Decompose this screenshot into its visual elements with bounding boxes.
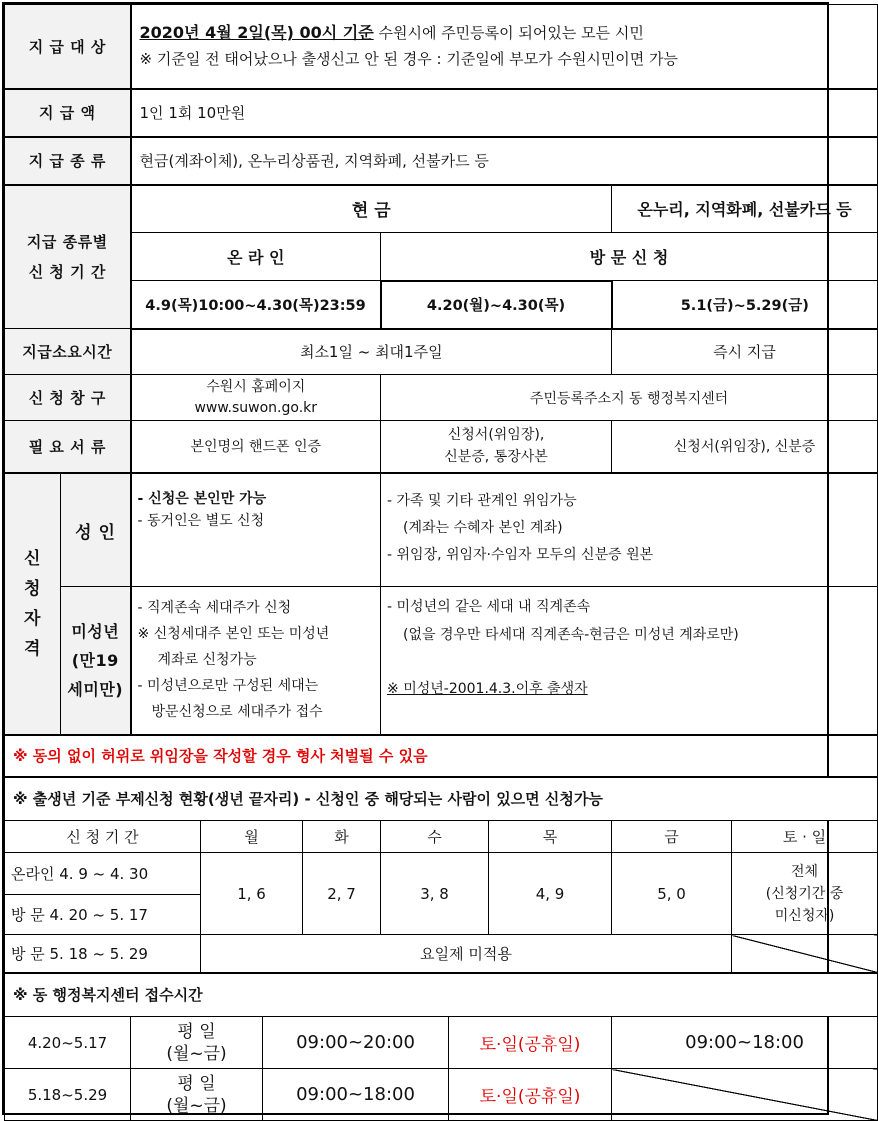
warning-text: ※ 동의 없이 허위로 위임장을 작성할 경우 형사 처벌될 수 있음 <box>5 735 878 777</box>
docs-voucher: 신청서(위임장), 신분증 <box>612 421 878 473</box>
duration-voucher: 즉시 지급 <box>612 329 878 375</box>
minor-left-line2: ※ 신청세대주 본인 또는 미성년 <box>137 626 330 643</box>
minor-row <box>5 587 878 735</box>
homepage-url: www.suwon.go.kr <box>194 399 318 416</box>
voucher-dates: 5.1(금)~5.29(금) <box>612 281 878 329</box>
rotation-header-wed: 수 <box>381 821 489 853</box>
rotation-header-weekend: 토 · 일 <box>732 821 878 853</box>
rotation-weekend-line1: 전체 <box>791 863 819 880</box>
hours-weekday-1 <box>131 1017 263 1069</box>
hours-row-1 <box>5 1017 878 1069</box>
window-label: 신 청 창 구 <box>5 375 131 421</box>
rotation-thu-digits: 4, 9 <box>489 853 612 935</box>
minor-right-line2: (없을 경우만 타세대 직계존속-현금은 미성년 계좌로만) <box>403 627 739 643</box>
adult-right-line1: - 가족 및 기타 관계인 위임가능 <box>387 492 577 509</box>
amount-row <box>5 89 878 137</box>
rotation-row-online <box>5 853 878 895</box>
amount-value: 1인 1회 10만원 <box>131 89 878 137</box>
eligibility-main: 수원시에 주민등록이 되어있는 모든 시민 <box>378 24 644 43</box>
rotation-title-row <box>5 777 878 821</box>
rotation-period-visit2: 방 문 5. 18 ~ 5. 29 <box>5 935 201 973</box>
period-row-1 <box>5 185 878 233</box>
rotation-header-thu: 목 <box>489 821 612 853</box>
period-label-line2: 신 청 기 간 <box>28 262 106 281</box>
hours-weekday-1-line2: (월~금) <box>166 1043 227 1064</box>
eligibility-label: 지 급 대 상 <box>5 5 131 89</box>
minor-left-line3: 계좌로 신청가능 <box>157 652 257 669</box>
hours-weekday-time-2: 09:00~18:00 <box>263 1069 449 1121</box>
qualification-label-char-4: 격 <box>24 638 41 659</box>
adult-left-line2: - 동거인은 별도 신청 <box>137 512 265 529</box>
minor-label-line1: 미성년 <box>71 621 120 641</box>
adult-right-line2: (계좌는 수혜자 본인 계좌) <box>403 519 563 536</box>
rotation-mon-digits: 1, 6 <box>201 853 303 935</box>
window-row <box>5 375 878 421</box>
visit-dates: 4.20(월)~4.30(목) <box>381 281 612 329</box>
minor-left-line1: - 직계존속 세대주가 신청 <box>137 600 292 617</box>
hours-weekday-2-line2: (월~금) <box>166 1095 227 1116</box>
docs-visit-line2: 신분증, 통장사본 <box>444 449 548 466</box>
docs-visit <box>381 421 612 473</box>
reference-date: 2020년 4월 2일(목) 00시 기준 <box>139 23 374 43</box>
rotation-title: ※ 출생년 기준 부제신청 현황(생년 끝자리) - 신청인 중 해당되는 사람이 있으면 신청가능 <box>5 777 878 821</box>
hours-period-1: 4.20~5.17 <box>5 1017 131 1069</box>
docs-label: 필 요 서 류 <box>5 421 131 473</box>
qualification-label <box>5 473 61 735</box>
minor-label <box>61 587 131 735</box>
hours-weekend-time-1: 09:00~18:00 <box>612 1017 878 1069</box>
duration-row <box>5 329 878 375</box>
period-row-2 <box>5 233 878 281</box>
rotation-row-visit2 <box>5 935 878 973</box>
hours-weekend-time-2 <box>612 1069 878 1121</box>
types-value: 현금(계좌이체), 온누리상품권, 지역화폐, 선불카드 등 <box>131 137 878 185</box>
rotation-fri-digits: 5, 0 <box>612 853 732 935</box>
adult-row <box>5 473 878 587</box>
adult-right-line3: - 위임장, 위임자·수임자 모두의 신분증 원본 <box>387 546 654 563</box>
online-dates: 4.9(목)10:00~4.30(목)23:59 <box>131 281 381 329</box>
rotation-period-visit1: 방 문 4. 20 ~ 5. 17 <box>5 895 201 935</box>
docs-row <box>5 421 878 473</box>
minor-left <box>131 587 381 735</box>
qualification-label-char-3: 자 <box>24 608 41 629</box>
rotation-weekend-line2: (신청기간 중 <box>765 885 844 902</box>
rotation-weekend <box>732 853 878 935</box>
notice-document <box>2 2 852 1116</box>
qualification-label-char-2: 청 <box>24 578 41 599</box>
duration-label: 지급소요시간 <box>5 329 131 375</box>
online-header: 온 라 인 <box>131 233 381 281</box>
cash-header: 현 금 <box>131 185 612 233</box>
window-online <box>131 375 381 421</box>
period-label-line1: 지급 종류별 <box>26 232 108 251</box>
types-label: 지 급 종 류 <box>5 137 131 185</box>
qualification-label-char-1: 신 <box>24 548 41 569</box>
hours-weekday-2-line1: 평 일 <box>177 1073 216 1094</box>
rotation-empty-cell <box>732 935 878 973</box>
voucher-header: 온누리, 지역화폐, 선불카드 등 <box>612 185 878 233</box>
duration-cash: 최소1일 ~ 최대1주일 <box>131 329 612 375</box>
rotation-header-fri: 금 <box>612 821 732 853</box>
eligibility-content <box>131 5 878 89</box>
rotation-header-period: 신 청 기 간 <box>5 821 201 853</box>
minor-left-line4: - 미성년으로만 구성된 세대는 <box>137 678 319 695</box>
hours-row-2 <box>5 1069 878 1121</box>
period-label <box>5 185 131 329</box>
docs-online: 본인명의 핸드폰 인증 <box>131 421 381 473</box>
rotation-no-rotation: 요일제 미적용 <box>201 935 732 973</box>
period-row-3 <box>5 281 878 329</box>
minor-left-line5: 방문신청으로 세대주가 접수 <box>151 704 323 721</box>
minor-right <box>381 587 878 735</box>
window-online-line1: 수원시 홈페이지 <box>206 378 306 395</box>
docs-visit-line1: 신청서(위임장), <box>447 427 545 444</box>
hours-weekend-1: 토·일(공휴일) <box>449 1017 612 1069</box>
adult-left <box>131 473 381 587</box>
minor-label-line2: (만19 <box>71 650 119 670</box>
rotation-header-row <box>5 821 878 853</box>
adult-right <box>381 473 878 587</box>
visit-header: 방 문 신 청 <box>381 233 878 281</box>
minor-right-line1: - 미성년의 같은 세대 내 직계존속 <box>387 599 591 615</box>
hours-period-2: 5.18~5.29 <box>5 1069 131 1121</box>
window-visit: 주민등록주소지 동 행정복지센터 <box>381 375 878 421</box>
warning-row <box>5 735 878 777</box>
rotation-weekend-line3: 미신청자) <box>774 907 835 924</box>
rotation-header-mon: 월 <box>201 821 303 853</box>
adult-label: 성 인 <box>61 473 131 587</box>
rotation-tue-digits: 2, 7 <box>303 853 381 935</box>
hours-weekday-time-1: 09:00~20:00 <box>263 1017 449 1069</box>
minor-label-line3: 세미만) <box>67 679 124 699</box>
rotation-wed-digits: 3, 8 <box>381 853 489 935</box>
eligibility-row <box>5 5 878 89</box>
minor-birth-note: ※ 미성년-2001.4.3.이후 출생자 <box>387 681 588 697</box>
amount-label: 지 급 액 <box>5 89 131 137</box>
hours-weekday-2 <box>131 1069 263 1121</box>
hours-title: ※ 동 행정복지센터 접수시간 <box>5 973 878 1017</box>
rotation-period-online: 온라인 4. 9 ~ 4. 30 <box>5 853 201 895</box>
hours-weekday-1-line1: 평 일 <box>177 1021 216 1042</box>
hours-weekend-2: 토·일(공휴일) <box>449 1069 612 1121</box>
adult-left-line1: - 신청은 본인만 가능 <box>137 490 267 507</box>
hours-title-row <box>5 973 878 1017</box>
eligibility-note: ※ 기준일 전 태어났으나 출생신고 안 된 경우 : 기준일에 부모가 수원시민이면 가능 <box>139 50 679 69</box>
main-table <box>4 4 878 1121</box>
types-row <box>5 137 878 185</box>
rotation-header-tue: 화 <box>303 821 381 853</box>
